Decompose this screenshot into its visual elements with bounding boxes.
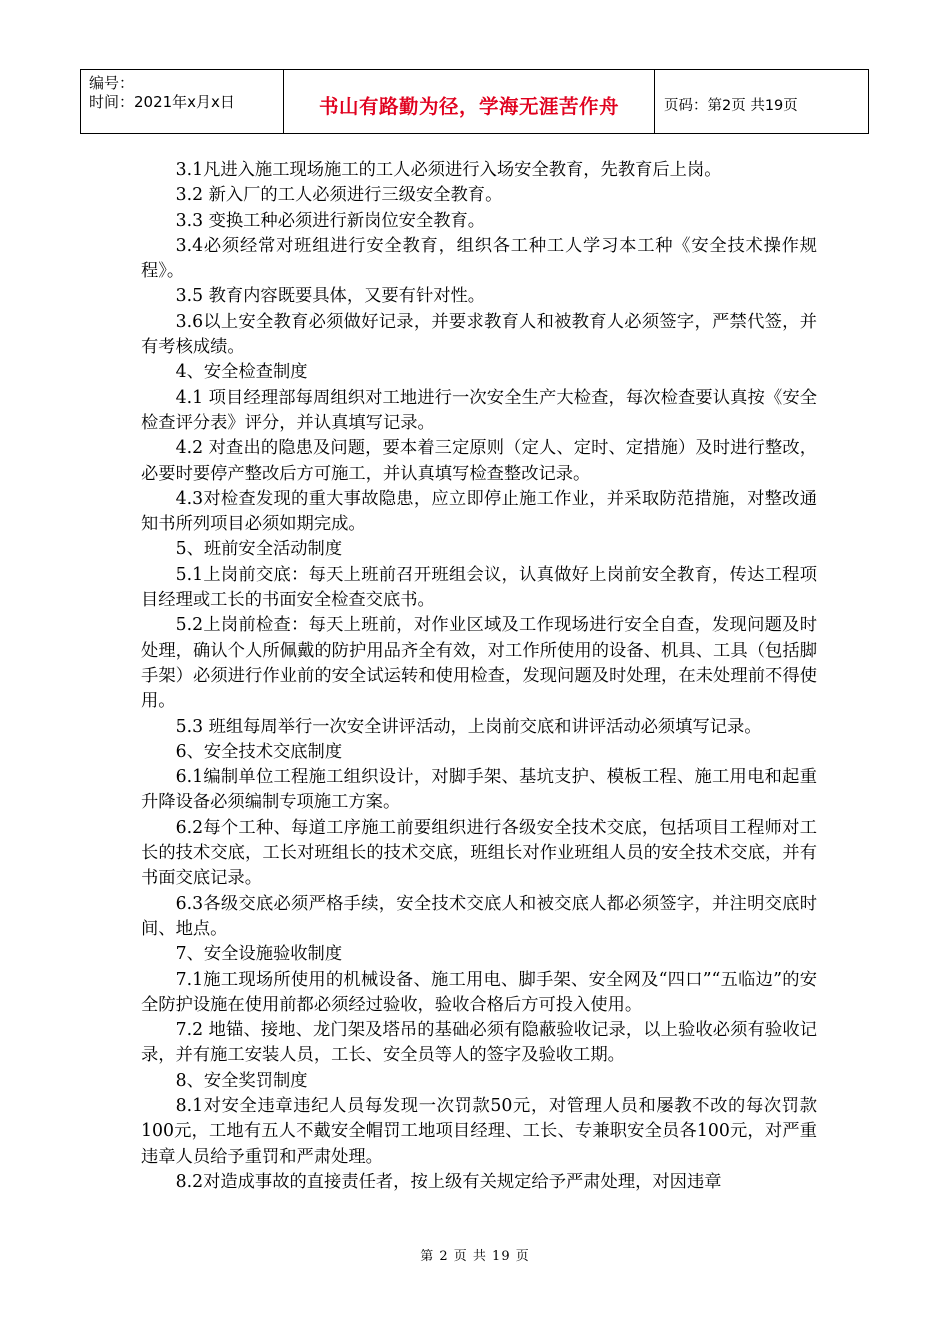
paragraph: 4.3对检查发现的重大事故隐患，应立即停止施工作业，并采取防范措施，对整改通知书所列项目必须如期完成。 xyxy=(141,488,817,535)
section-heading: 6、安全技术交底制度 xyxy=(175,741,343,762)
section-heading: 7、安全设施验收制度 xyxy=(175,944,343,965)
paragraph: 5.1上岗前交底：每天上班前召开班组会议，认真做好上岗前安全教育，传达工程项目经理或工长的书面安全检查交底书。 xyxy=(141,564,817,611)
time-label: 时间：2021年x月x日 xyxy=(89,93,235,111)
header-slogan: 书山有路勤为径，学海无涯苦作舟 xyxy=(284,70,655,133)
header-info xyxy=(81,70,284,133)
paragraph: 3.4必须经常对班组进行安全教育，组织各工种工人学习本工种《安全技术操作规程》。 xyxy=(141,235,817,282)
section-heading: 4、安全检查制度 xyxy=(175,362,308,383)
paragraph: 5.2上岗前检查：每天上班前，对作业区域及工作现场进行安全自查，发现问题及时处理，确认个人所佩戴的防护用品齐全有效，对工作所使用的设备、机具、工具（包括脚手架）必须进行作业前的安全试运转和使用检查，发现问题及时处理，在未处理前不得使用。 xyxy=(141,615,817,712)
body-text xyxy=(141,158,835,1195)
paragraph: 5.3 班组每周举行一次安全讲评活动，上岗前交底和讲评活动必须填写记录。 xyxy=(175,716,762,737)
number-label: 编号： xyxy=(89,74,135,92)
paragraph: 4.2 对查出的隐患及问题，要本着三定原则（定人、定时、定措施）及时进行整改，必要时要停产整改后方可施工，并认真填写检查整改记录。 xyxy=(141,438,817,484)
paragraph: 8.1对安全违章违纪人员每发现一次罚款50元，对管理人员和屡教不改的每次罚款100元，工地有五人不戴安全帽罚工地项目经理、工长、专兼职安全员各100元，对严重违章人员给予重罚和严肃处理。 xyxy=(141,1095,817,1167)
header-box xyxy=(80,69,869,134)
paragraph: 3.2 新入厂的工人必须进行三级安全教育。 xyxy=(175,185,503,206)
paragraph: 3.3 变换工种必须进行新岗位安全教育。 xyxy=(175,210,486,231)
paragraph: 6.1编制单位工程施工组织设计，对脚手架、基坑支护、模板工程、施工用电和起重升降设备必须编制专项施工方案。 xyxy=(141,767,817,813)
header-page-info: 页码：第2页 共19页 xyxy=(664,98,798,114)
paragraph: 8.2对造成事故的直接责任者，按上级有关规定给予严肃处理，对因违章 xyxy=(175,1171,722,1192)
paragraph: 4.1 项目经理部每周组织对工地进行一次安全生产大检查，每次检查要认真按《安全检查评分表》评分，并认真填写记录。 xyxy=(141,387,817,433)
section-heading: 8、安全奖罚制度 xyxy=(175,1070,308,1091)
paragraph: 3.6以上安全教育必须做好记录，并要求教育人和被教育人必须签字，严禁代签，并有考核成绩。 xyxy=(141,311,817,358)
paragraph: 3.1凡进入施工现场施工的工人必须进行入场安全教育，先教育后上岗。 xyxy=(175,160,722,180)
paragraph: 6.2每个工种、每道工序施工前要组织进行各级安全技术交底，包括项目工程师对工长的技术交底，工长对班组长的技术交底，班组长对作业班组人员的安全技术交底，并有书面交底记录。 xyxy=(141,817,817,889)
section-heading: 5、班前安全活动制度 xyxy=(175,539,343,560)
paragraph: 7.1施工现场所使用的机械设备、施工用电、脚手架、安全网及“四口”“五临边”的安全防护设施在使用前都必须经过验收，验收合格后方可投入使用。 xyxy=(141,969,817,1015)
paragraph: 3.5 教育内容既要具体，又要有针对性。 xyxy=(175,286,486,307)
page-footer: 第 2 页 共 19 页 xyxy=(420,1249,530,1264)
paragraph: 7.2 地锚、接地、龙门架及塔吊的基础必须有隐蔽验收记录，以上验收必须有验收记录，并有施工安装人员，工长、安全员等人的签字及验收工期。 xyxy=(141,1020,817,1066)
paragraph: 6.3各级交底必须严格手续，安全技术交底人和被交底人都必须签字，并注明交底时 间、地点。 xyxy=(141,893,835,939)
